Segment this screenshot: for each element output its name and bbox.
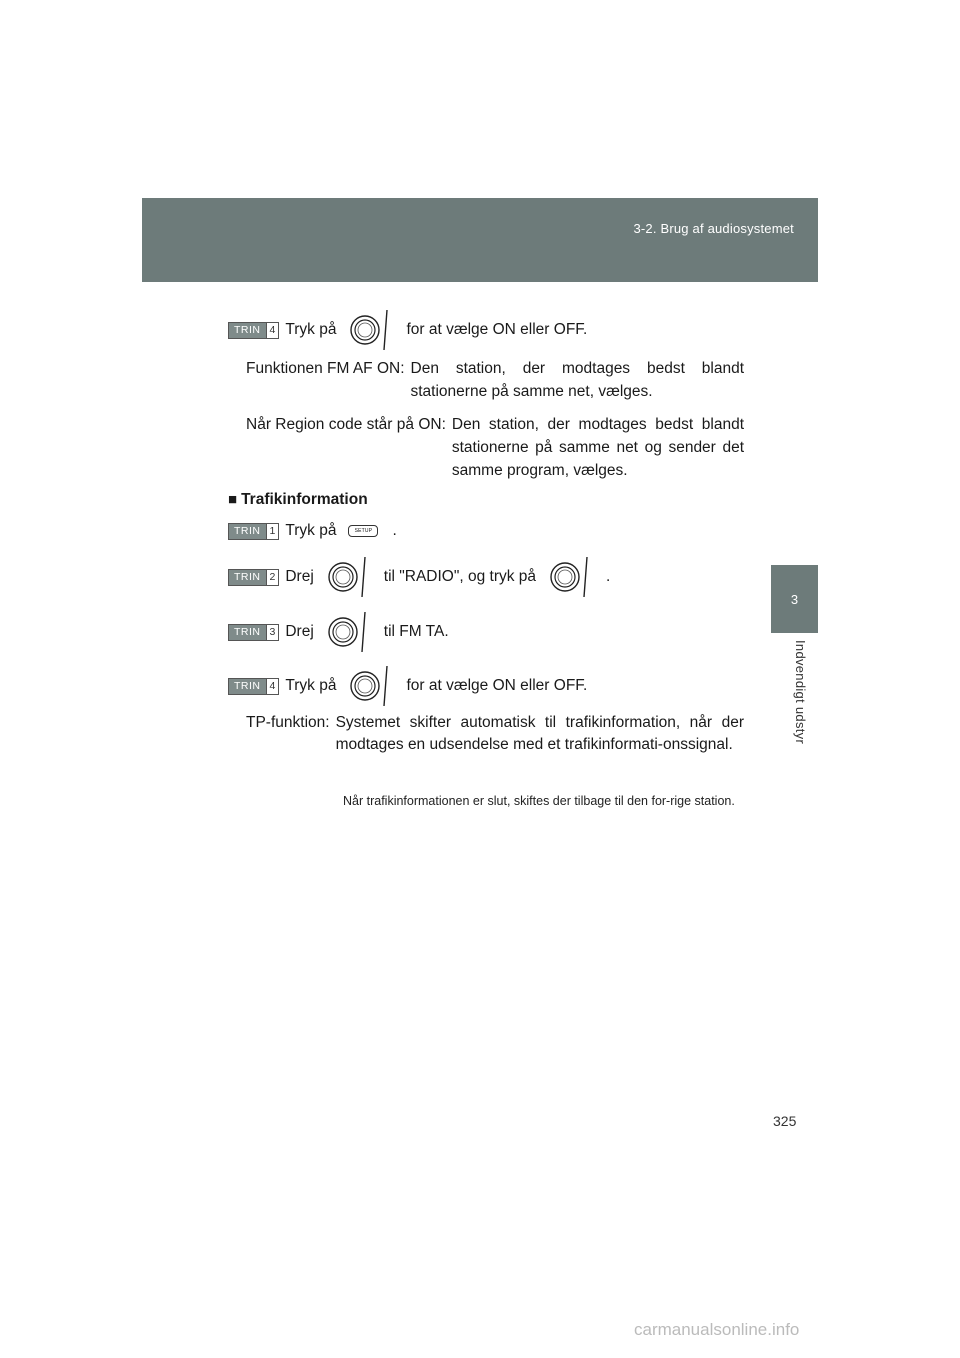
def-term: Funktionen FM AF ON: bbox=[246, 360, 405, 377]
section-title: Trafikinformation bbox=[241, 491, 368, 508]
step-badge: TRIN 2 bbox=[228, 569, 279, 586]
step-text-before: Tryk på bbox=[285, 522, 337, 539]
chapter-number: 3 bbox=[790, 591, 799, 607]
chapter-label: Indvendigt udstyr bbox=[793, 640, 808, 745]
step-text-after: . bbox=[606, 568, 611, 585]
section-bullet: ■ bbox=[228, 491, 238, 508]
step-text-before: Tryk på bbox=[285, 677, 337, 694]
step-text-after: til FM TA. bbox=[383, 623, 449, 640]
section-heading bbox=[228, 491, 368, 509]
chapter-tab bbox=[771, 565, 818, 633]
def-term: TP-funktion: bbox=[246, 714, 330, 731]
step-text-after: for at vælge ON eller OFF. bbox=[406, 677, 588, 694]
def-text: Den station, der modtages bedst blandt stationerne på samme net og sender det samme program, vælges. bbox=[451, 416, 744, 479]
step-4 bbox=[228, 664, 587, 708]
tune-knob-icon bbox=[540, 555, 602, 599]
step-text-after: for at vælge ON eller OFF. bbox=[406, 321, 588, 338]
def-fm-af bbox=[246, 357, 744, 403]
step-text-before: Tryk på bbox=[285, 321, 337, 338]
tune-knob-icon bbox=[318, 555, 380, 599]
tune-knob-icon bbox=[340, 664, 402, 708]
step-1 bbox=[228, 509, 397, 553]
chapter-header bbox=[142, 198, 818, 282]
step-text-after: . bbox=[392, 522, 397, 539]
def-tp-funktion bbox=[246, 712, 744, 756]
intro-step-4 bbox=[228, 308, 587, 352]
def-text: Den station, der modtages bedst blandt stationerne på samme net, vælges. bbox=[410, 360, 744, 400]
chapter-title: 3-2. Brug af audiosystemet bbox=[633, 221, 794, 236]
step-text-before: Drej bbox=[285, 568, 314, 585]
step-text-before: Drej bbox=[285, 623, 314, 640]
step-badge: TRIN 1 bbox=[228, 523, 279, 540]
step-text-middle: til "RADIO", og tryk på bbox=[383, 568, 537, 585]
step-3 bbox=[228, 610, 449, 654]
page-number: 325 bbox=[773, 1113, 797, 1129]
step-badge: TRIN 4 bbox=[228, 322, 279, 339]
setup-button-icon: SETUP bbox=[348, 525, 378, 537]
footer-watermark: carmanualsonline.info bbox=[634, 1320, 800, 1339]
step-badge: TRIN 4 bbox=[228, 678, 279, 695]
tune-knob-icon bbox=[318, 610, 380, 654]
note-text: Når trafikinformationen er slut, skiftes der tilbage til den for-rige station. bbox=[343, 794, 735, 808]
tune-knob-icon bbox=[340, 308, 402, 352]
def-region-code bbox=[246, 413, 744, 482]
def-text: Systemet skifter automatisk til trafikinformation, når der modtages en udsendelse med et trafikinformati-onssignal. bbox=[335, 714, 744, 753]
def-term: Når Region code står på ON: bbox=[246, 416, 446, 433]
step-2 bbox=[228, 555, 610, 599]
step-badge: TRIN 3 bbox=[228, 624, 279, 641]
